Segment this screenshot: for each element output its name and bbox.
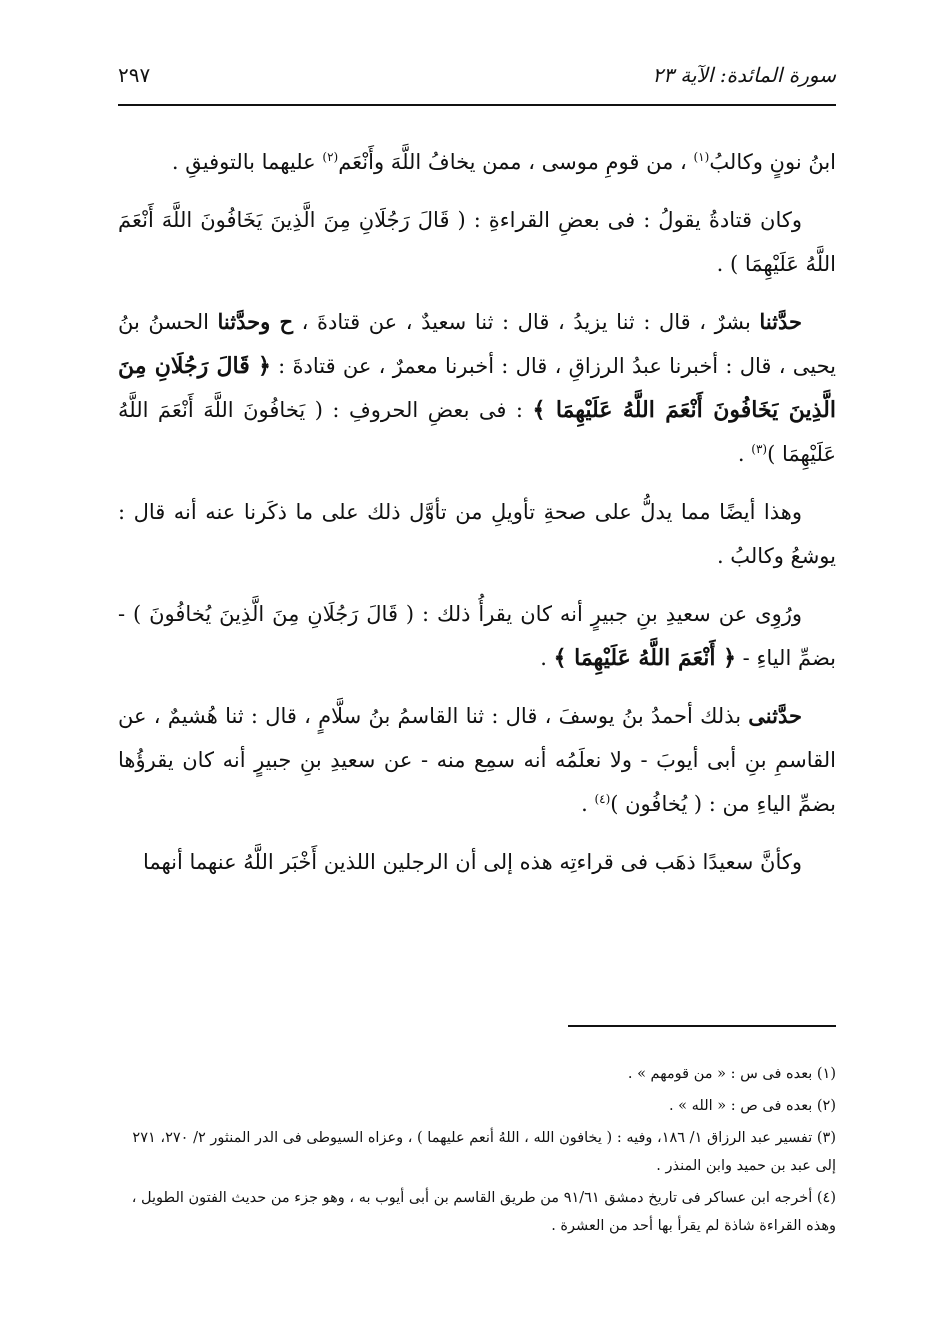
page-number: ٢٩٧ [118, 63, 151, 87]
paragraph-6 [118, 694, 836, 826]
text-run: بشرٌ ، قال : ثنا يزيدُ ، قال : ثنا سعيدٌ ، عن قتادةَ ، [293, 310, 760, 334]
paragraph-4 [118, 490, 836, 578]
footnote-1: (١) بعده فى س : « من قومهم » . [627, 1066, 836, 1082]
quran-quote: ﴿ أَنْعَمَ اللَّهُ عَلَيْهِمَا ﴾ [553, 645, 736, 671]
isnad-lead: حدَّثنى [748, 703, 802, 728]
quran-quote: ﴿ قَالَ رَجُلَانِ مِنَ الَّذِينَ يَخَافُونَ أَنْعَمَ اللَّهُ عَلَيْهِمَا ﴾ [118, 353, 836, 423]
paragraph-5 [118, 592, 836, 680]
footnote-2: (٢) بعده فى ص : « الله » . [668, 1098, 836, 1114]
header-rule [118, 104, 836, 106]
text-run: : فى بعضِ الحروفِ : ( يَخافُونَ اللَّهَ أَنْعَمَ اللَّهُ عَلَيْهِمَا ) [118, 398, 836, 466]
text-run: عليهما بالتوفيقِ . [171, 150, 323, 174]
text-run: ورُوِى عن سعيدِ بنِ جبيرٍ أنه كان يقرأُ ذلك : ( قَالَ رَجُلَانِ مِنَ الَّذِينَ يُخافُونَ ) - بضمِّ الياءِ - [118, 602, 836, 670]
text-run: . [540, 646, 554, 670]
text-run: . [581, 792, 595, 816]
text-run: وكأنَّ سعيدًا ذهَب فى قراءتِه هذه إلى أن الرجلين اللذين أَخْبَر اللَّهُ عنهما أنهما [142, 850, 802, 874]
footnote-ref-2: (٢) [322, 150, 339, 164]
footnote-ref-3: (٣) [751, 442, 768, 456]
footnote-rule [568, 1025, 836, 1027]
text-run: بذلك أحمدُ بنُ يوسفَ ، قال : ثنا القاسمُ بنُ سلَّامٍ ، قال : ثنا هُشيمٌ ، عن القاسمِ بنِ أبى أيوبَ - ولا نعلَمُه أنه سمِع منه - عن سعيدِ بنِ جبيرٍ أنه كان يقرؤُها بضمِّ الياءِ من : ( يُخافُون ) [118, 704, 836, 816]
text-run: . [737, 442, 752, 466]
footnote-3: (٣) تفسير عبد الرزاق ١/ ١٨٦، وفيه : ( يخافون الله ، اللهُ أنعم عليهما ) ، وعزاه السيوطى فى الدر المنثور ٢/ ٢٧٠، ٢٧١ إلى عبد بن حميد وابن المنذر . [132, 1130, 836, 1174]
footnote-ref-1: (١) [693, 150, 710, 164]
running-title: سورة المائدة: الآية ٢٣ [652, 63, 836, 87]
isnad-switch: ح وحدَّثنا [217, 309, 294, 334]
paragraph-1 [118, 140, 836, 184]
footnote-ref-4: (٤) [594, 792, 611, 806]
text-run: الحسنُ بنُ يحيى ، قال : أخبرنا عبدُ الرزاقِ ، قال : أخبرنا معمرٌ ، عن قتادةَ : [118, 310, 836, 378]
main-text [118, 140, 836, 898]
text-run: ابنُ نونٍ وكالبُ [709, 150, 836, 174]
isnad-lead: حدَّثنا [759, 309, 803, 334]
paragraph-2 [118, 198, 836, 286]
paragraph-3 [118, 300, 836, 476]
text-run: ، من قومِ موسى ، ممن يخافُ اللَّهَ وأَنْعَم [338, 150, 694, 174]
text-run: وكان قتادةُ يقولُ : فى بعضِ القراءةِ : ( قَالَ رَجُلَانِ مِنَ الَّذِينَ يَخَافُونَ اللَّهَ أَنْعَمَ اللَّهُ عَلَيْهِمَا ) . [118, 208, 836, 276]
footnote-4: (٤) أخرجه ابن عساكر فى تاريخ دمشق ٩١/٦١ من طريق القاسم بن أبى أيوب به ، وهو جزء من حديث الفتون الطويل ، وهذه القراءة شاذة لم يقرأ بها أحد من العشرة . [131, 1190, 836, 1234]
paragraph-7 [118, 840, 836, 884]
footnotes [118, 1060, 836, 1244]
running-header [118, 55, 836, 95]
text-run: وهذا أيضًا مما يدلُّ على صحةِ تأويلِ من تأوَّل ذلك على ما ذكَرنا عنه أنه قال : يوشعُ وكالبُ . [118, 500, 836, 568]
